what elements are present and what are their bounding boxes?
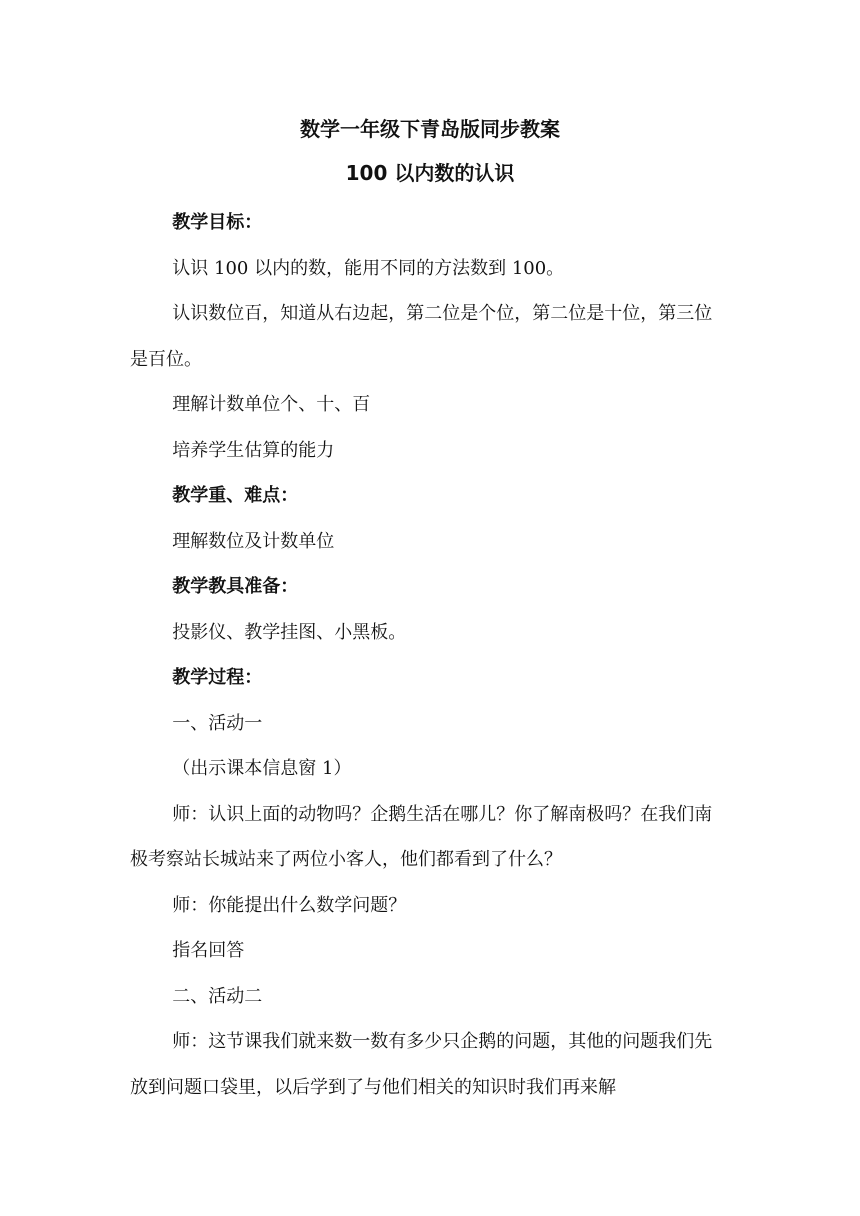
teaching-aids-paragraph: 投影仪、教学挂图、小黑板。 — [172, 621, 407, 643]
heading-teaching-objectives: 教学目标： — [172, 212, 263, 233]
document-title: 数学一年级下青岛版同步教案 — [300, 117, 560, 141]
key-points-paragraph: 理解数位及计数单位 — [172, 530, 335, 552]
process-paragraph: 师：你能提出什么数学问题？ — [172, 894, 407, 916]
objective-paragraph: 认识 100 以内的数，能用不同的方法数到 100。 — [172, 257, 565, 279]
process-paragraph: 二、活动二 — [172, 985, 263, 1007]
objective-paragraph: 理解计数单位个、十、百 — [172, 394, 371, 415]
document-body — [130, 200, 730, 1110]
heading-teaching-aids: 教学教具准备： — [172, 576, 299, 597]
process-paragraph: 师：认识上面的动物吗？企鹅生活在哪儿？你了解南极吗？在我们南极考察站长城站来了两位小客人，他们都看到了什么？ — [130, 803, 713, 870]
objective-paragraph: 培养学生估算的能力 — [172, 439, 335, 461]
process-paragraph: 指名回答 — [172, 940, 245, 961]
heading-teaching-process: 教学过程： — [172, 667, 263, 688]
process-paragraph: （出示课本信息窗 1） — [172, 758, 352, 779]
objective-paragraph: 认识数位百，知道从右边起，第二位是个位，第二位是十位，第三位是百位。 — [130, 303, 713, 370]
document-subtitle: 100 以内数的认识 — [345, 161, 515, 185]
heading-key-points: 教学重、难点： — [172, 485, 299, 506]
process-paragraph: 师：这节课我们就来数一数有多少只企鹅的问题，其他的问题我们先放到问题口袋里，以后学到了与他们相关的知识时我们再来解 — [130, 1031, 713, 1098]
process-paragraph: 一、活动一 — [172, 712, 263, 734]
